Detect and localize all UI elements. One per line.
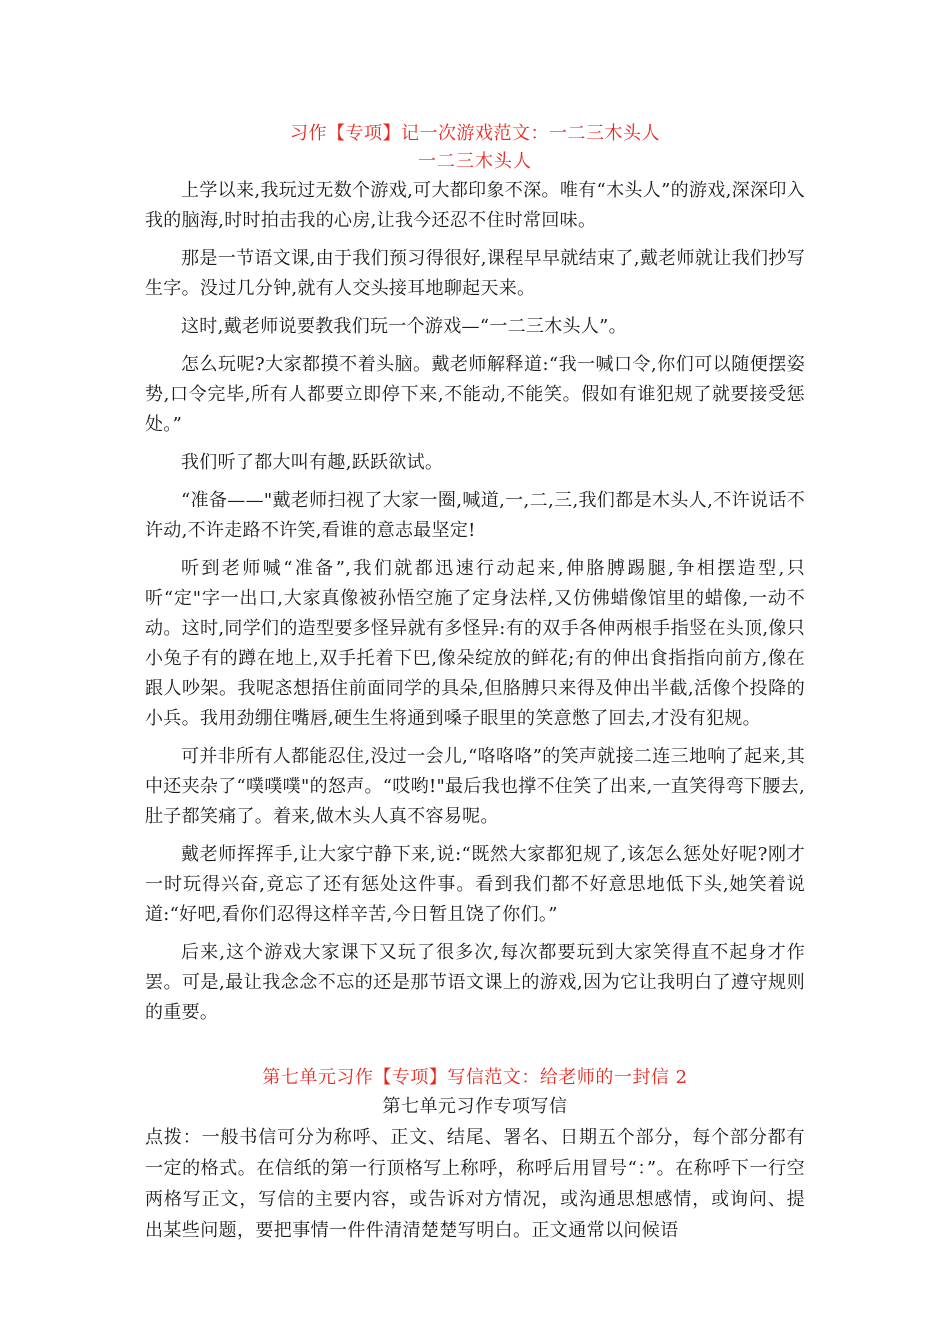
essay-1-paragraph: 我们听了都大叫有趣,跃跃欲试。 — [181, 452, 444, 473]
essay-section-2 — [145, 1064, 805, 1246]
essay-1-paragraph: 戴老师挥挥手,让大家宁静下来,说:“既然大家都犯规了,该怎么惩处好呢?刚才一时玩得兴奋,竟忘了还有惩处这件事。看到我们都不好意思地低下头,她笑着说道:“好吧,看你们忍得这样辛苦,今日暂且饶了你们。” — [145, 844, 805, 925]
essay-1-paragraph: “准备——"戴老师扫视了大家一圈,喊道,一,二,三,我们都是木头人,不许说话不许动,不许走路不许笑,看谁的意志最坚定! — [145, 490, 805, 541]
essay-1-paragraph: 那是一节语文课,由于我们预习得很好,课程早早就结束了,戴老师就让我们抄写生字。没过几分钟,就有人交头接耳地聊起天来。 — [145, 248, 805, 299]
essay-section-1 — [145, 120, 805, 1036]
essay-1-paragraph: 怎么玩呢?大家都摸不着头脑。戴老师解释道:“我一喊口令,你们可以随便摆姿势,口令完毕,所有人都要立即停下来,不能动,不能笑。假如有谁犯规了就要接受惩处。” — [145, 354, 805, 435]
essay-1-paragraph: 可并非所有人都能忍住,没过一会儿,“咯咯咯”的笑声就接二连三地响了起来,其中还夹杂了“噗噗噗"的怒声。“哎哟!"最后我也撑不住笑了出来,一直笑得弯下腰去,肚子都笑痛了。着来,做木头人真不容易呢。 — [145, 746, 805, 827]
essay-1-title: 习作【专项】记一次游戏范文：一二三木头人 — [290, 123, 660, 144]
essay-1-paragraph: 这时,戴老师说要教我们玩一个游戏—“一二三木头人”。 — [181, 316, 627, 337]
essay-1-subtitle: 一二三木头人 — [418, 151, 532, 172]
essay-1-paragraph: 听到老师喊“准备”,我们就都迅速行动起来,伸胳膊踢腿,争相摆造型,只听“定"字一出口,大家真像被孙悟空施了定身法样,又仿佛蜡像馆里的蜡像,一动不动。这时,同学们的造型要多怪异就有多怪异:有的双手各伸两根手指竖在头顶,像只小兔子有的蹲在地上,双手托着下巴,像朵绽放的鲜花;有的伸出食指指向前方,像在跟人吵架。我呢忞想捂住前面同学的具朵,但胳膊只来得及伸出半截,活像个投降的小兵。我用劲绷住嘴唇,硬生生将通到嗓子眼里的笑意憋了回去,才没有犯规。 — [145, 558, 805, 729]
essay-1-paragraph: 后来,这个游戏大家课下又玩了很多次,每次都要玩到大家笑得直不起身才作罢。可是,最让我念念不忘的还是那节语文课上的游戏,因为它让我明白了遵守规则的重要。 — [145, 942, 805, 1023]
essay-2-title: 第七单元习作【专项】写信范文：给老师的一封信 2 — [262, 1067, 688, 1088]
essay-2-paragraph: 点拨：一般书信可分为称呼、正文、结尾、署名、日期五个部分，每个部分都有一定的格式。在信纸的第一行顶格写上称呼，称呼后用冒号“：”。在称呼下一行空两格写正文，写信的主要内容，或告诉对方情况，或沟通思想感情，或询问、提出某些问题，要把事情一件件清清楚楚写明白。正文通常以问候语 — [145, 1127, 805, 1241]
essay-2-subtitle: 第七单元习作专项写信 — [382, 1096, 568, 1117]
essay-1-paragraph: 上学以来,我玩过无数个游戏,可大都印象不深。唯有“木头人”的游戏,深深印入我的脑海,时时拍击我的心房,让我今还忍不住时常回味。 — [145, 180, 805, 231]
